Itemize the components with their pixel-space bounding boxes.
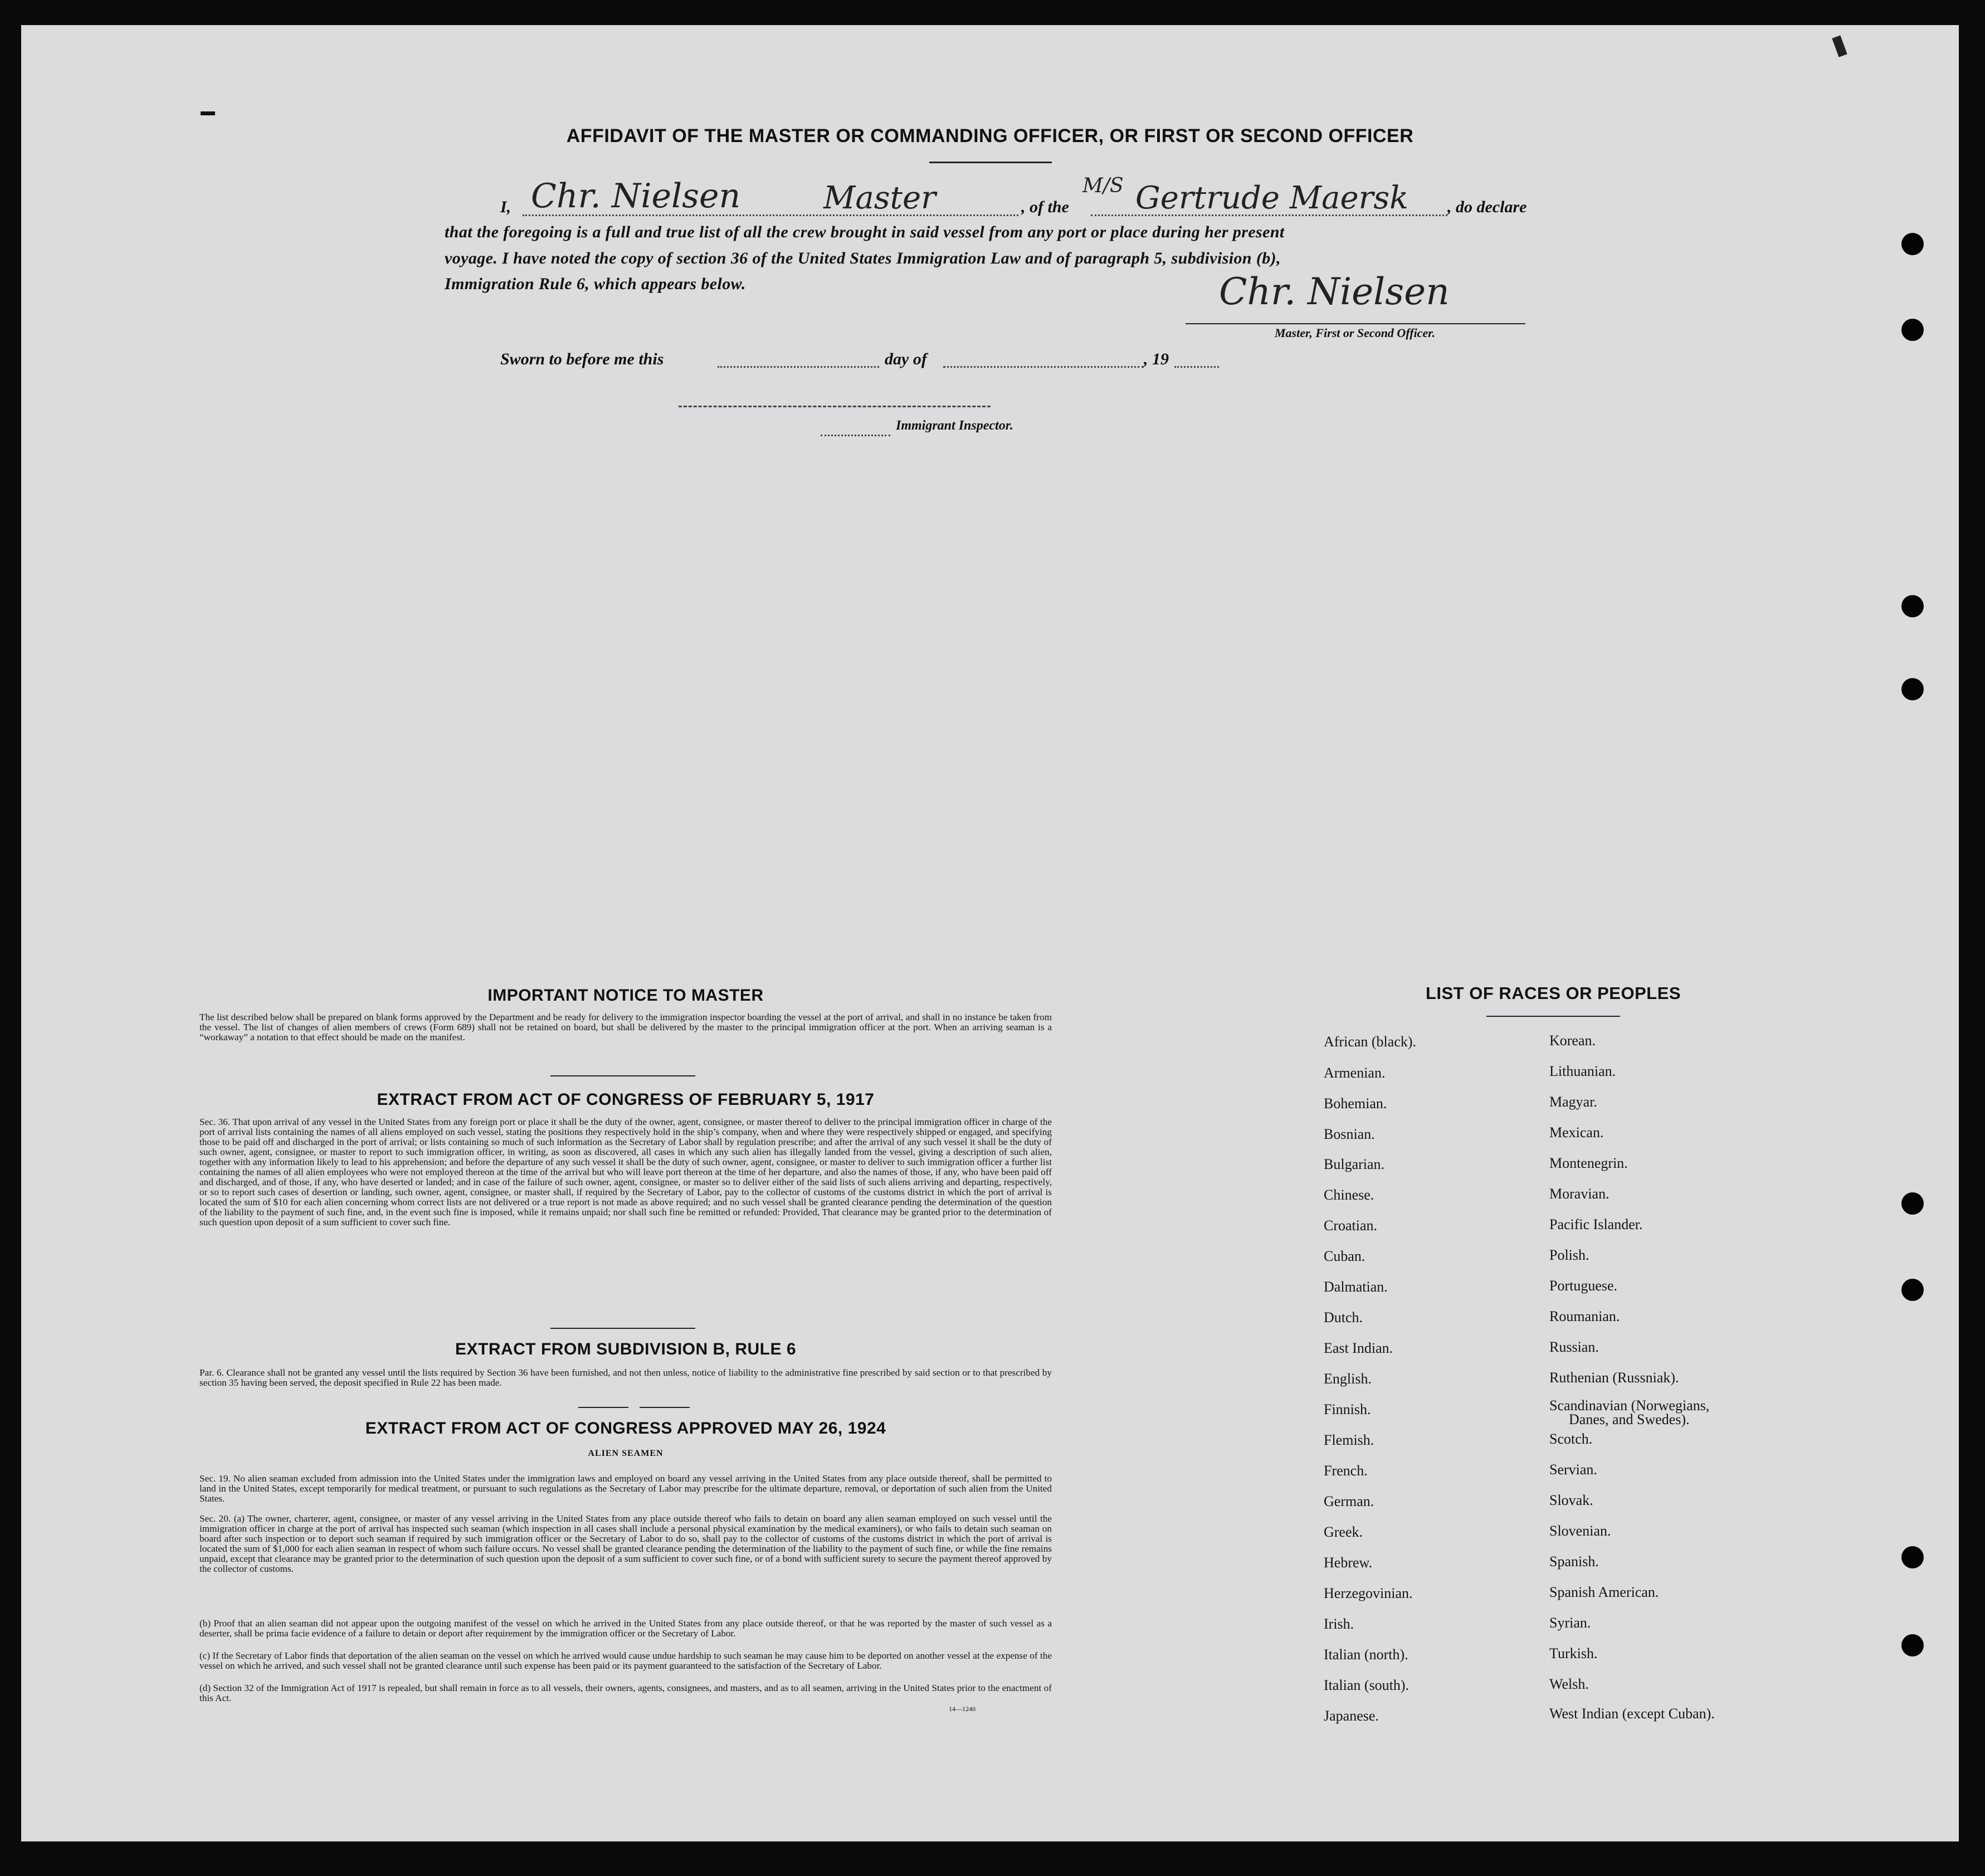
race-right-item: Welsh. <box>1549 1676 1589 1692</box>
form-number: 14—1240 <box>949 1705 976 1713</box>
extract-rule6-text: Par. 6. Clearance shall not be granted any vessel until the lists required by Section 36 have been furnished, and not then unless, notice of liability to the administrative fine prescribed by said section or to that prescribed by section 35 having been served, the deposit specified in Rule 22 has been made. <box>199 1367 1052 1388</box>
race-left-item: Bulgarian. <box>1324 1156 1385 1172</box>
races-divider <box>1486 1016 1620 1017</box>
race-right-item: Lithuanian. <box>1549 1063 1616 1079</box>
extract-1924-subheading: ALIEN SEAMEN <box>588 1449 664 1458</box>
title-divider <box>929 162 1052 163</box>
extract-1924-sec20d: (d) Section 32 of the Immigration Act of 1917 is repealed, but shall remain in force as to all vessels, their owners, agents, consignees, and masters, and as to all seamen, arriving in the United States prior to the enactment of this Act. <box>199 1683 1052 1703</box>
year-label: , 19 <box>1144 350 1169 368</box>
declaration-line-3: Immigration Rule 6, which appears below. <box>445 275 746 293</box>
races-heading: LIST OF RACES OR PEOPLES <box>1425 983 1681 1003</box>
inspector-signature-line <box>679 406 991 407</box>
extract-rule6-heading: EXTRACT FROM SUBDIVISION B, RULE 6 <box>455 1340 797 1358</box>
day-of-label: day of <box>885 350 927 368</box>
race-left-item: Hebrew. <box>1324 1555 1373 1571</box>
extract-1924-sec20a: Sec. 20. (a) The owner, charterer, agent, consignee, or master of any vessel arriving in the United States from any place outside thereof who fails to detain on board any alien seaman employed on such vessel until the immigration officer in charge at the port of arrival has inspected such seaman (which inspection in all cases shall include a personal physical examination by the medical examiners), or who fails to detain such seaman on board after such inspection or to deport such seaman if required by such immigration officer or the Secretary of Labor to do so, shall pay to the collector of customs of the customs district in which the port of arrival is located the sum of $1,000 for each alien seaman in respect of whom such failure occurs. No vessel shall be granted clearance pending the determination of the liability to the payment of such fine, or while the fine remains unpaid, except that clearance may be granted prior to the determination of such question upon the deposit of a sum sufficient to cover such fine, or of a bond with sufficient surety to secure the payment thereof approved by the collector of customs. <box>199 1513 1052 1574</box>
declarant-i-label: I, <box>500 198 511 216</box>
declarant-line <box>523 215 1018 216</box>
race-right-item: Danes, and Swedes). <box>1569 1411 1690 1427</box>
inspector-caption: Immigrant Inspector. <box>896 418 1013 433</box>
race-left-item: Italian (north). <box>1324 1646 1408 1663</box>
race-left-item: Bosnian. <box>1324 1126 1375 1142</box>
race-right-item: Montenegrin. <box>1549 1155 1628 1171</box>
race-right-item: Pacific Islander. <box>1549 1216 1643 1232</box>
race-right-item: Spanish American. <box>1549 1584 1659 1600</box>
punch-hole <box>1901 678 1924 700</box>
race-left-item: Finnish. <box>1324 1401 1371 1417</box>
punch-hole <box>1901 1192 1924 1215</box>
race-right-item: Slovenian. <box>1549 1523 1611 1539</box>
race-right-item: Korean. <box>1549 1032 1596 1049</box>
signature-line <box>1186 323 1525 324</box>
punch-hole <box>1901 595 1924 617</box>
extract-1924-heading: EXTRACT FROM ACT OF CONGRESS APPROVED MAY 26, 1924 <box>365 1419 886 1438</box>
stray-mark <box>201 111 215 115</box>
race-left-item: Chinese. <box>1324 1187 1374 1203</box>
race-right-item: Magyar. <box>1549 1094 1597 1110</box>
race-right-item: West Indian (except Cuban). <box>1549 1706 1715 1722</box>
race-left-item: Dutch. <box>1324 1309 1363 1326</box>
of-the-label: , of the <box>1021 198 1069 216</box>
race-left-item: Japanese. <box>1324 1708 1379 1724</box>
race-left-item: Bohemian. <box>1324 1095 1387 1112</box>
race-right-item: Spanish. <box>1549 1553 1599 1570</box>
race-right-item: Servian. <box>1549 1461 1597 1478</box>
race-left-item: Italian (south). <box>1324 1677 1410 1693</box>
race-left-item: Irish. <box>1324 1616 1354 1632</box>
extract-1917-divider <box>550 1328 695 1329</box>
race-left-item: African (black). <box>1324 1034 1417 1050</box>
race-right-item: Roumanian. <box>1549 1308 1620 1324</box>
race-right-item: Polish. <box>1549 1247 1589 1263</box>
extract-1924-sec19: Sec. 19. No alien seaman excluded from admission into the United States under the immigration laws and employed on board any vessel arriving in the United States from any place outside thereof, shall be permitted to land in the United States, except temporarily for medical treatment, or pursuant to such regulations as the Secretary of Labor may prescribe for the ultimate departure, removal, or deportation of such alien from the United States. <box>199 1473 1052 1504</box>
master-signature: Chr. Nielsen <box>1219 270 1450 313</box>
affidavit-title: AFFIDAVIT OF THE MASTER OR COMMANDING OFFICER, OR FIRST OR SECOND OFFICER <box>566 125 1414 147</box>
race-left-item: Dalmatian. <box>1324 1279 1388 1295</box>
sworn-month-line <box>943 366 1144 368</box>
race-right-item: Ruthenian (Russniak). <box>1549 1370 1679 1386</box>
race-left-item: German. <box>1324 1493 1374 1509</box>
race-right-item: Turkish. <box>1549 1645 1598 1661</box>
race-left-item: French. <box>1324 1463 1368 1479</box>
race-right-item: Slovak. <box>1549 1492 1593 1508</box>
race-left-item: Croatian. <box>1324 1217 1378 1234</box>
declaration-line-2: voyage. I have noted the copy of section 36 of the United States Immigration Law and of paragraph 5, subdivision (b), <box>445 249 1281 267</box>
punch-hole <box>1901 1546 1924 1568</box>
race-left-item: Armenian. <box>1324 1065 1386 1081</box>
extract-1917-text: Sec. 36. That upon arrival of any vessel in the United States from any foreign port or place it shall be the duty of the owner, agent, consignee, or master thereof to deliver to the principal immigration officer in charge of the port of arrival lists containing the names of all aliens employed on such vessel, stating the positions they respectively hold in the ship’s company, when and where they were respectively shipped or engaged, and specifying those to be paid off and discharged in the port of arrival; or lists containing so much of such information as the Secretary of Labor shall by regulation prescribe; and after the arrival of any such vessel it shall be the duty of such owner, agent, consignee, or master to report to such immigration officer, in writing, as soon as discovered, all cases in which any such alien has illegally landed from the vessel, giving a description of such alien, together with any information likely to lead to his apprehension; and before the departure of any such vessel it shall be the duty of such owner, agent, consignee, or master to deliver to such immigration officer a further list containing the names of all alien employees who were not employed thereon at the time of the arrival but who will leave port thereon at the time of her departure, and also the names of those, if any, who have been paid off and discharged, and of those, if any, who have deserted or landed; and in case of the failure of such owner, agent, consignee, or master so to deliver either of the said lists of such aliens arriving and departing, respectively, or so to report such cases of desertion or landing, such owner, agent, consignee, or master shall, if required by the Secretary of Labor, pay to the collector of customs of the customs district in which the port of arrival is located the sum of $10 for each alien concerning whom correct lists are not delivered or a true report is not made as above required; and no such vessel shall be granted clearance pending the determination of the question of the liability to the payment of such fine, and, in the event such fine is imposed, while it remains unpaid; nor shall such fine be remitted or refunded: Provided, That clearance may be granted prior to the determination of such question upon deposit of a sum sufficient to cover such fine. <box>199 1117 1052 1227</box>
notice-divider <box>550 1075 695 1076</box>
declaration-line-1: that the foregoing is a full and true list of all the crew brought in said vessel from any port or place during her present <box>445 223 1285 241</box>
race-right-item: Mexican. <box>1549 1124 1604 1141</box>
sworn-year-line <box>1174 366 1219 368</box>
signature-caption: Master, First or Second Officer. <box>1275 326 1436 340</box>
rule6-divider-left <box>578 1407 628 1408</box>
vessel-name-handwritten: Gertrude Maersk <box>1135 180 1409 216</box>
do-declare-label: , do declare <box>1447 198 1527 216</box>
declarant-rank-handwritten: Master <box>823 180 936 216</box>
document-page <box>21 25 1959 1841</box>
extract-1917-heading: EXTRACT FROM ACT OF CONGRESS OF FEBRUARY 5, 1917 <box>377 1090 875 1109</box>
vessel-prefix-handwritten: M/S <box>1082 174 1124 197</box>
punch-hole <box>1901 319 1924 341</box>
race-left-item: Herzegovinian. <box>1324 1585 1413 1601</box>
extract-1924-sec20b: (b) Proof that an alien seaman did not appear upon the outgoing manifest of the vessel on which he arrived in the United States from any place outside thereof, or that he was reported by the master of such vessel as a deserter, shall be prima facie evidence of a failure to detain or deport after requirement by the immigration officer or the Secretary of Labor. <box>199 1618 1052 1639</box>
race-right-item: Russian. <box>1549 1339 1599 1355</box>
race-left-item: Cuban. <box>1324 1248 1365 1264</box>
sworn-label: Sworn to before me this <box>500 350 664 368</box>
race-right-item: Portuguese. <box>1549 1278 1618 1294</box>
notice-text: The list described below shall be prepared on blank forms approved by the Department and be ready for delivery to the immigration inspector boarding the vessel at the port of arrival, and shall in no instance be taken from the vessel. The list of changes of alien members of crews (Form 689) shall not be retained on board, but shall be delivered by the master to the principal immigration officer at the port. When an arriving seaman is a “workaway” a notation to that effect should be made on the manifest. <box>199 1012 1052 1042</box>
notice-heading: IMPORTANT NOTICE TO MASTER <box>487 986 764 1005</box>
race-left-item: English. <box>1324 1371 1372 1387</box>
race-left-item: Greek. <box>1324 1524 1363 1540</box>
extract-1924-sec20c: (c) If the Secretary of Labor finds that deportation of the alien seaman on the vessel on which he arrived would cause undue hardship to such seaman he may cause him to be deported on another vessel at the expense of the vessel on which he arrived, and such vessel shall not be granted clearance until such expense has been paid or its payment guaranteed to the satisfaction of the Secretary of Labor. <box>199 1650 1052 1671</box>
sworn-day-line <box>718 366 879 368</box>
rule6-divider-right <box>640 1407 690 1408</box>
race-right-item: Syrian. <box>1549 1615 1591 1631</box>
vessel-line <box>1091 215 1447 216</box>
race-right-item: Moravian. <box>1549 1186 1610 1202</box>
race-right-item: Scotch. <box>1549 1431 1593 1447</box>
punch-hole <box>1901 233 1924 255</box>
declarant-name-handwritten: Chr. Nielsen <box>531 177 741 216</box>
corner-mark <box>1832 35 1847 57</box>
inspector-short-line <box>821 435 890 436</box>
race-right-item: Scandinavian (Norwegians, <box>1549 1397 1710 1414</box>
race-left-item: Flemish. <box>1324 1432 1374 1448</box>
race-left-item: East Indian. <box>1324 1340 1393 1356</box>
punch-hole <box>1901 1634 1924 1656</box>
punch-hole <box>1901 1279 1924 1301</box>
